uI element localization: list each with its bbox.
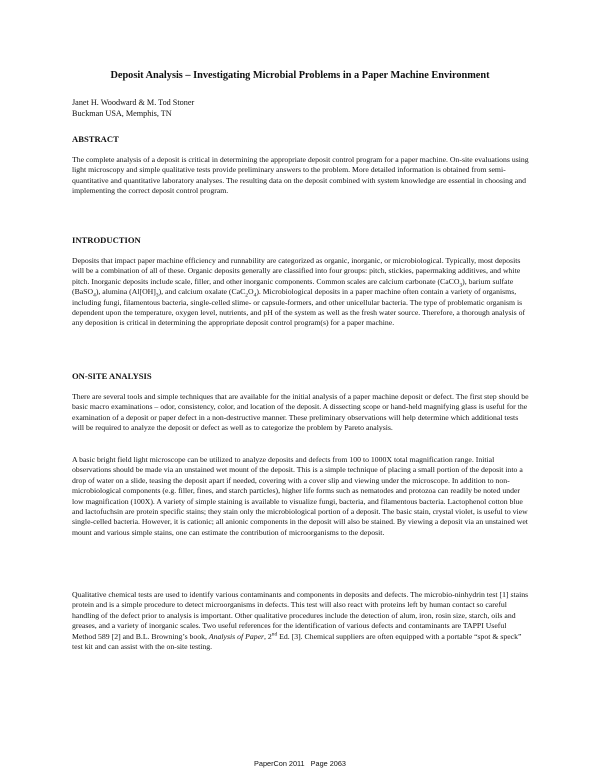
paper-title: Deposit Analysis – Investigating Microbial Problems in a Paper Machine Environment [110, 70, 490, 81]
abstract-heading: ABSTRACT [72, 134, 119, 144]
onsite-paragraph-2: A basic bright field light microscope can be utilized to analyze deposits and defects from 100 to 1000X total magnification range. Initial observations should be made via an unstained wet mount of the deposit. This is a simple technique of placing a small portion of the deposit into a drop of water on a slide, teasing the deposit apart if needed, covering with a cover slip and viewing under the microscope. In addition to non-microbiological components (e.g. filler, fines, and starch particles), higher life forms such as nematodes and protozoa can readily be noted under low magnification (100X). A variety of simple staining is available to visualize fungi, bacteria, and filamentous bacteria. Lactophenol cotton blue and lactofuchsin are protein specific stains; they stain only the microbiological portion of a deposit. The basic stain, crystal violet, is useful to view single-celled bacteria. However, it is cationic; all anionic components in the deposit will also be stained. By viewing a deposit via an unstained wet mount and various simple stains, one can estimate the contribution of microorganisms to the deposit. [72, 455, 528, 537]
book-title: Analysis of Paper [208, 631, 265, 641]
introduction-paragraph: Deposits that impact paper machine efficiency and runnability are categorized as organic, inorganic, or microbiological. Typically, most deposits will be a combination of all of these. Organic deposits generally are classified into four groups: pitch, stickies, papermaking additives, and white pitch. Inorganic deposits include scale, filler, and other inorganic components. Common scales are calcium carbonate (CaCO$_3$), barium sulfate (BaSO$_4$), alumina $(Al[OH]_3)$, and calcium oxalate $(CaC_2O_4)$. Microbiological deposits in a paper machine often contain a variety of organisms, including fungi, filamentous bacteria, single-celled slime- or capsule-formers, and other unicellular bacteria. The type of problematic organism is dependent upon the temperature, oxygen level, nutrients, and pH of the system as well as the fresh water source. Therefore, a thorough analysis of any deposition is critical in determining the appropriate deposit control program(s) for a paper machine. [72, 256, 526, 328]
abstract-text: The complete analysis of a deposit is critical in determining the appropriate deposit control program for a paper machine. On-site evaluations using light microscopy and simple qualitative tests provide preliminary answers to the problem. More detailed information is obtained from semi-quantitative and quantitative laboratory analyses. The resulting data on the deposit combined with system knowledge are essential in choosing and implementing the correct deposit control program. [72, 155, 529, 196]
author-names: Janet H. Woodward & M. Tod Stoner [72, 98, 195, 107]
onsite-paragraph-3: Qualitative chemical tests are used to identify various contaminants and components in deposits and defects. The microbio-ninhydrin test [1] stains protein and is a simple procedure to detect microorganisms in defects. This test will also react with proteins left by human contact so careful handling of the defect prior to analysis is important. Other qualitative procedures include the detection of alum, iron, rosin size, starch, oils and greases, and a variety of inorganic scales. Two useful references for the identification of various defects and contaminants are TAPPI Useful Method 589 [2] and B.L. Browning’s book, Analysis of Paper, 2nd Ed. [3]. Chemical suppliers are often equipped with a portable “spot & speck” test kit and can assist with the on-site testing. [72, 590, 529, 652]
page-footer [0, 759, 600, 768]
footer-page-number: Page 2063 [310, 759, 346, 768]
author-affiliation: Buckman USA, Memphis, TN [72, 109, 172, 118]
introduction-heading: INTRODUCTION [72, 235, 141, 245]
onsite-analysis-heading: ON-SITE ANALYSIS [72, 371, 152, 381]
onsite-paragraph-1: There are several tools and simple techniques that are available for the initial analysis of a paper machine deposit or defect. The first step should be basic macro examinations – odor, consistency, color, and location of the deposit. A dissecting scope or hand-held magnifying glass is useful for the examination of a deposit or paper defect in a non-destructive manner. These preliminary observations will help determine which additional tests will be required to analyze the deposit or defect as well as to categorize the problem by Pareto analysis. [72, 392, 529, 433]
footer-conference: PaperCon 2011 [254, 759, 305, 768]
author-block [72, 97, 194, 119]
